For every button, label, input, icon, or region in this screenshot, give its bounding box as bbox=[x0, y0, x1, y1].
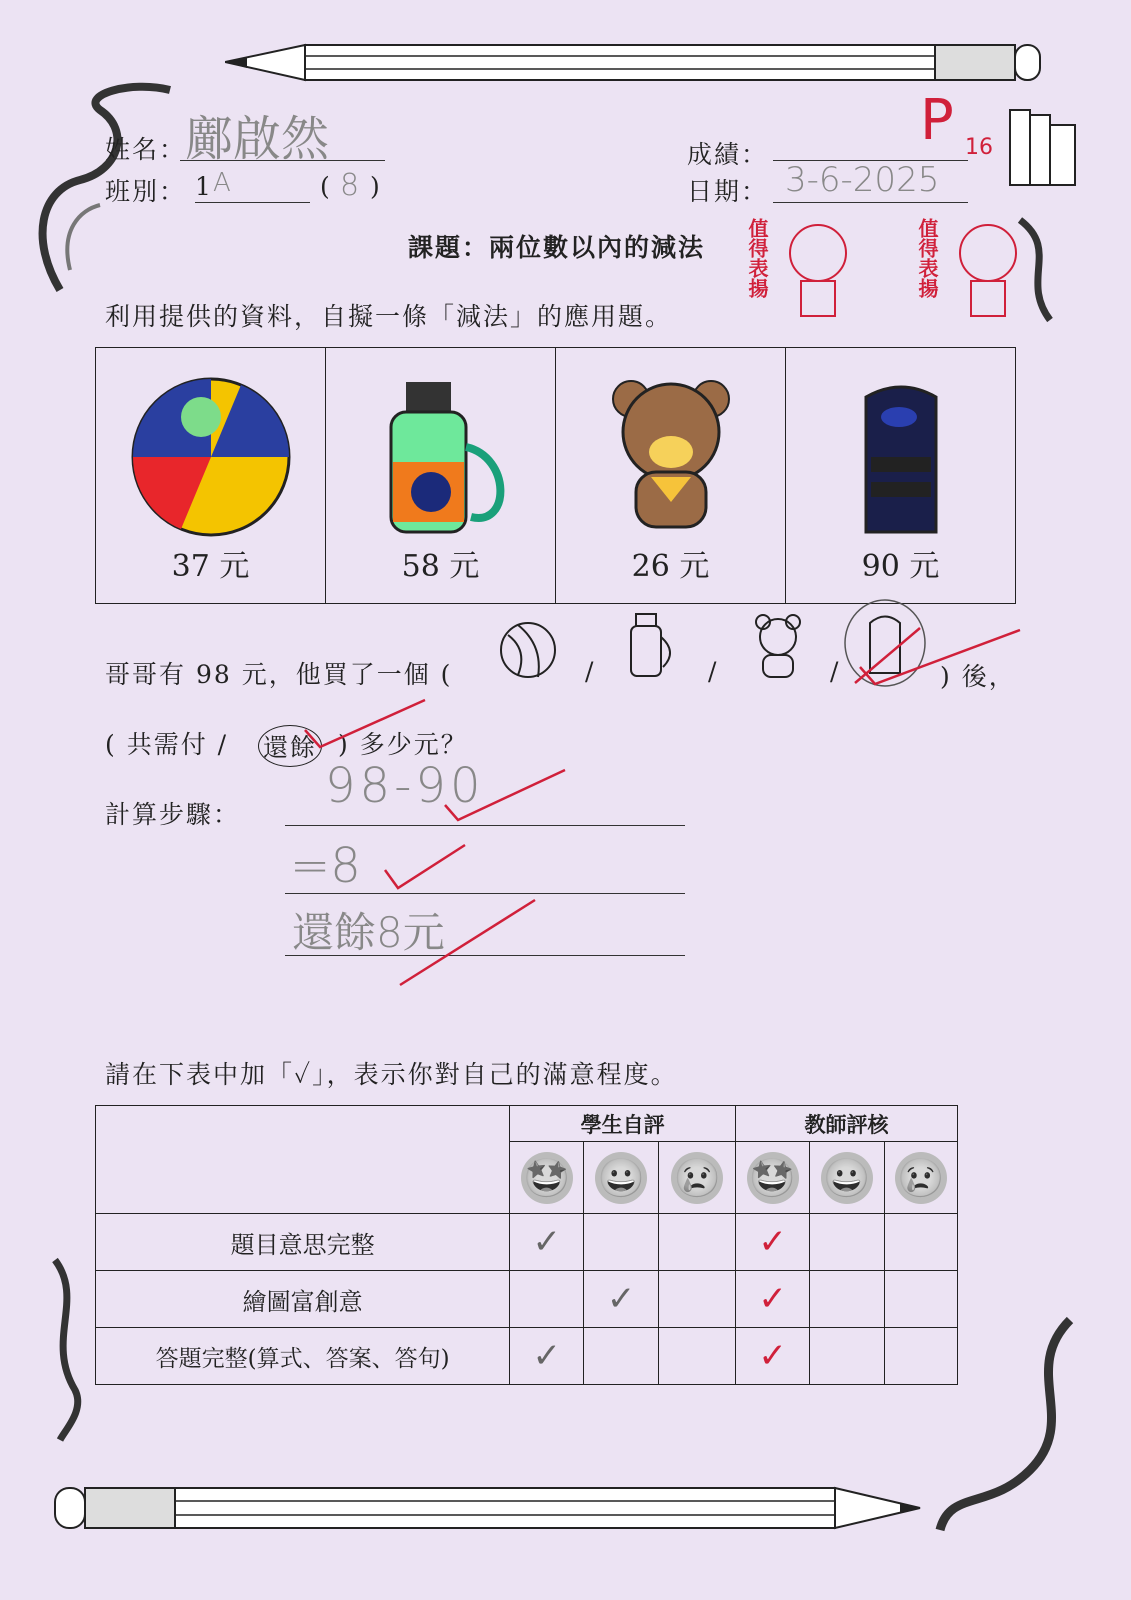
item-cell bbox=[326, 348, 556, 604]
red-tick-icon bbox=[300, 695, 430, 755]
star-eyes-face-icon: 🤩 bbox=[747, 1152, 799, 1204]
score-value: 16 bbox=[965, 135, 993, 160]
question-line2-suffix: ) 多少元？ bbox=[338, 730, 468, 759]
books-icon bbox=[1005, 100, 1085, 190]
stamp-text: 值得表揚 bbox=[745, 218, 769, 298]
items-table bbox=[95, 347, 1016, 604]
checkbox-cell[interactable] bbox=[584, 1328, 659, 1385]
item-price: 58 元 bbox=[401, 549, 480, 584]
star-eyes-face-icon: 🤩 bbox=[521, 1152, 573, 1204]
bottle-icon bbox=[351, 377, 531, 537]
checkbox-cell[interactable]: ✓ bbox=[584, 1271, 659, 1328]
pencil-top-icon bbox=[225, 40, 1045, 90]
item-cell bbox=[786, 348, 1016, 604]
checkbox-cell[interactable] bbox=[810, 1328, 885, 1385]
score-label: 成績： bbox=[687, 140, 769, 169]
class-number: 8 bbox=[340, 168, 360, 203]
checkbox-cell[interactable] bbox=[885, 1214, 958, 1271]
ball-choice-icon[interactable] bbox=[498, 620, 558, 680]
group-student: 學生自評 bbox=[510, 1106, 736, 1142]
question-line2-prefix: ( 共需付 / bbox=[105, 730, 229, 759]
step-line-3: 還餘8元 bbox=[292, 908, 445, 957]
checkbox-cell[interactable] bbox=[659, 1328, 736, 1385]
eval-row bbox=[96, 1214, 958, 1271]
group-teacher: 教師評核 bbox=[736, 1106, 958, 1142]
item-price: 90 元 bbox=[861, 549, 940, 584]
class-value: A bbox=[213, 168, 231, 198]
date-label: 日期： bbox=[687, 177, 769, 206]
checkbox-cell[interactable]: ✓ bbox=[510, 1328, 584, 1385]
question-line1-prefix: 哥哥有 98 元，他買了一個 ( bbox=[105, 660, 453, 689]
item-cell bbox=[96, 348, 326, 604]
checkbox-cell[interactable] bbox=[510, 1271, 584, 1328]
praise-stamp bbox=[745, 218, 769, 302]
name-label: 姓名： bbox=[105, 135, 187, 164]
red-tick-icon bbox=[395, 895, 540, 990]
score-mark-icon: P bbox=[920, 88, 954, 153]
eval-row bbox=[96, 1271, 958, 1328]
eval-table bbox=[95, 1105, 958, 1385]
checkbox-cell[interactable] bbox=[659, 1214, 736, 1271]
steps-label: 計算步驟： bbox=[105, 800, 241, 829]
eval-instruction: 請在下表中加「✓」，表示你對自己的滿意程度。 bbox=[105, 1060, 678, 1089]
class-label: 班別： bbox=[105, 177, 187, 206]
checkbox-cell[interactable]: ✓ bbox=[736, 1271, 810, 1328]
crying-face-icon: 😢 bbox=[671, 1152, 723, 1204]
topic-title: 課題：兩位數以內的減法 bbox=[408, 233, 706, 262]
class-prefix: 1 bbox=[195, 172, 213, 201]
bear-choice-icon[interactable] bbox=[748, 612, 808, 680]
ball-icon bbox=[121, 377, 301, 537]
instruction-text: 利用提供的資料，自擬一條「減法」的應用題。 bbox=[105, 302, 673, 331]
criterion-label: 答題完整(算式、答案、答句) bbox=[96, 1328, 510, 1385]
pencil-bottom-icon bbox=[50, 1480, 930, 1540]
date-value: 3-6-2025 bbox=[785, 160, 940, 200]
checkbox-cell[interactable] bbox=[810, 1271, 885, 1328]
bear-icon bbox=[581, 377, 761, 537]
red-tick-icon bbox=[380, 840, 470, 895]
criterion-label: 題目意思完整 bbox=[96, 1214, 510, 1271]
criterion-label: 繪圖富創意 bbox=[96, 1271, 510, 1328]
item-cell bbox=[556, 348, 786, 604]
crying-face-icon: 😢 bbox=[895, 1152, 947, 1204]
step-line-1: 98-90 bbox=[325, 758, 485, 814]
smile-face-icon: 😀 bbox=[595, 1152, 647, 1204]
checkbox-cell[interactable]: ✓ bbox=[736, 1214, 810, 1271]
praise-stamp: 值得表揚 bbox=[915, 218, 939, 302]
name-value: 鄺啟然 bbox=[185, 111, 330, 167]
smile-face-icon: 😀 bbox=[821, 1152, 873, 1204]
checkbox-cell[interactable] bbox=[659, 1271, 736, 1328]
backpack-icon bbox=[811, 377, 991, 537]
checkbox-cell[interactable] bbox=[810, 1214, 885, 1271]
bottle-choice-icon[interactable] bbox=[623, 612, 673, 680]
question-line1-suffix: ) 後， bbox=[940, 662, 1016, 691]
checkbox-cell[interactable]: ✓ bbox=[736, 1328, 810, 1385]
red-tick-icon bbox=[440, 765, 570, 825]
step-line-2: =8 bbox=[290, 838, 361, 894]
scroll-ornament-icon bbox=[35, 1250, 95, 1450]
eval-corner-cell bbox=[96, 1106, 510, 1214]
scroll-ornament-icon bbox=[930, 1310, 1090, 1540]
eval-row bbox=[96, 1328, 958, 1385]
girl-stamp-icon bbox=[773, 218, 863, 328]
item-price: 37 元 bbox=[171, 549, 250, 584]
item-price: 26 元 bbox=[631, 549, 710, 584]
girl-stamp-icon bbox=[943, 218, 1033, 328]
checkbox-cell[interactable] bbox=[584, 1214, 659, 1271]
checkbox-cell[interactable]: ✓ bbox=[510, 1214, 584, 1271]
question-circled-choice[interactable]: 還餘 bbox=[258, 725, 322, 767]
